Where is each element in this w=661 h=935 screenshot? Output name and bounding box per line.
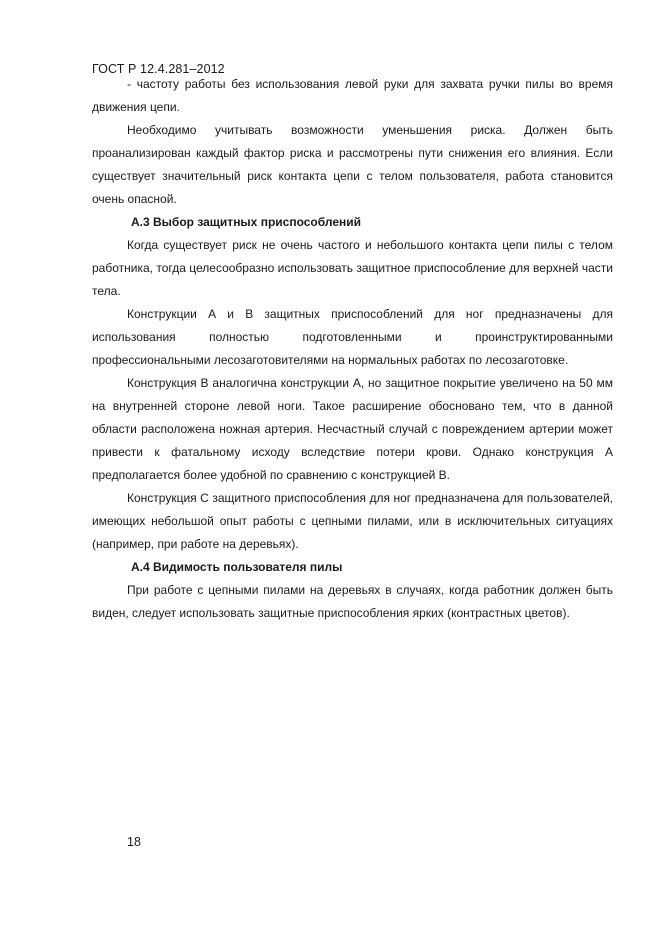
paragraph-design-c: Конструкция С защитного приспособления для ног предназначена для пользователей, имеющих небольшой опыт работы с цепными пилами, или в исключительных ситуациях (например, при работе на деревьях). <box>92 491 613 551</box>
paragraph-design-b: Конструкция В аналогична конструкции А, но защитное покрытие увеличено на 50 мм на внутренней стороне левой ноги. Такое расширение обосновано тем, что в данной области расположена ножная артерия. Несчастный случай с повреждением артерии может привести к фатальному исходу вследствие потери крови. Однако конструкция А предполагается более удобной по сравнению с конструкцией В. <box>92 376 613 482</box>
section-heading-a4: А.4 Видимость пользователя пилы <box>131 560 343 574</box>
paragraph-designs-a-b: Конструкции А и В защитных приспособлений для ног предназначены для использования полностью подготовленными и проинструктированными профессиональными лесозаготовителями на нормальных работах по лесозаготовке. <box>92 307 613 367</box>
document-body <box>92 73 613 625</box>
document-header: ГОСТ Р 12.4.281–2012 <box>92 62 225 76</box>
section-heading-a3: А.3 Выбор защитных приспособлений <box>131 215 361 229</box>
paragraph-upper-body-protection: Когда существует риск не очень частого и небольшого контакта цепи пилы с телом работника, тогда целесообразно использовать защитное приспособление для верхней части тела. <box>92 238 613 298</box>
page-number: 18 <box>127 835 141 849</box>
paragraph-visibility: При работе с цепными пилами на деревьях в случаях, когда работник должен быть виден, следует использовать защитные приспособления ярких (контрастных цветов). <box>92 583 613 620</box>
paragraph-risk-reduction: Необходимо учитывать возможности уменьшения риска. Должен быть проанализирован каждый фактор риска и рассмотрены пути снижения его влияния. Если существует значительный риск контакта цепи с телом пользователя, работа становится очень опасной. <box>92 123 613 206</box>
paragraph-list-item-continuation: - частоту работы без использования левой руки для захвата ручки пилы во время движения цепи. <box>92 77 613 114</box>
